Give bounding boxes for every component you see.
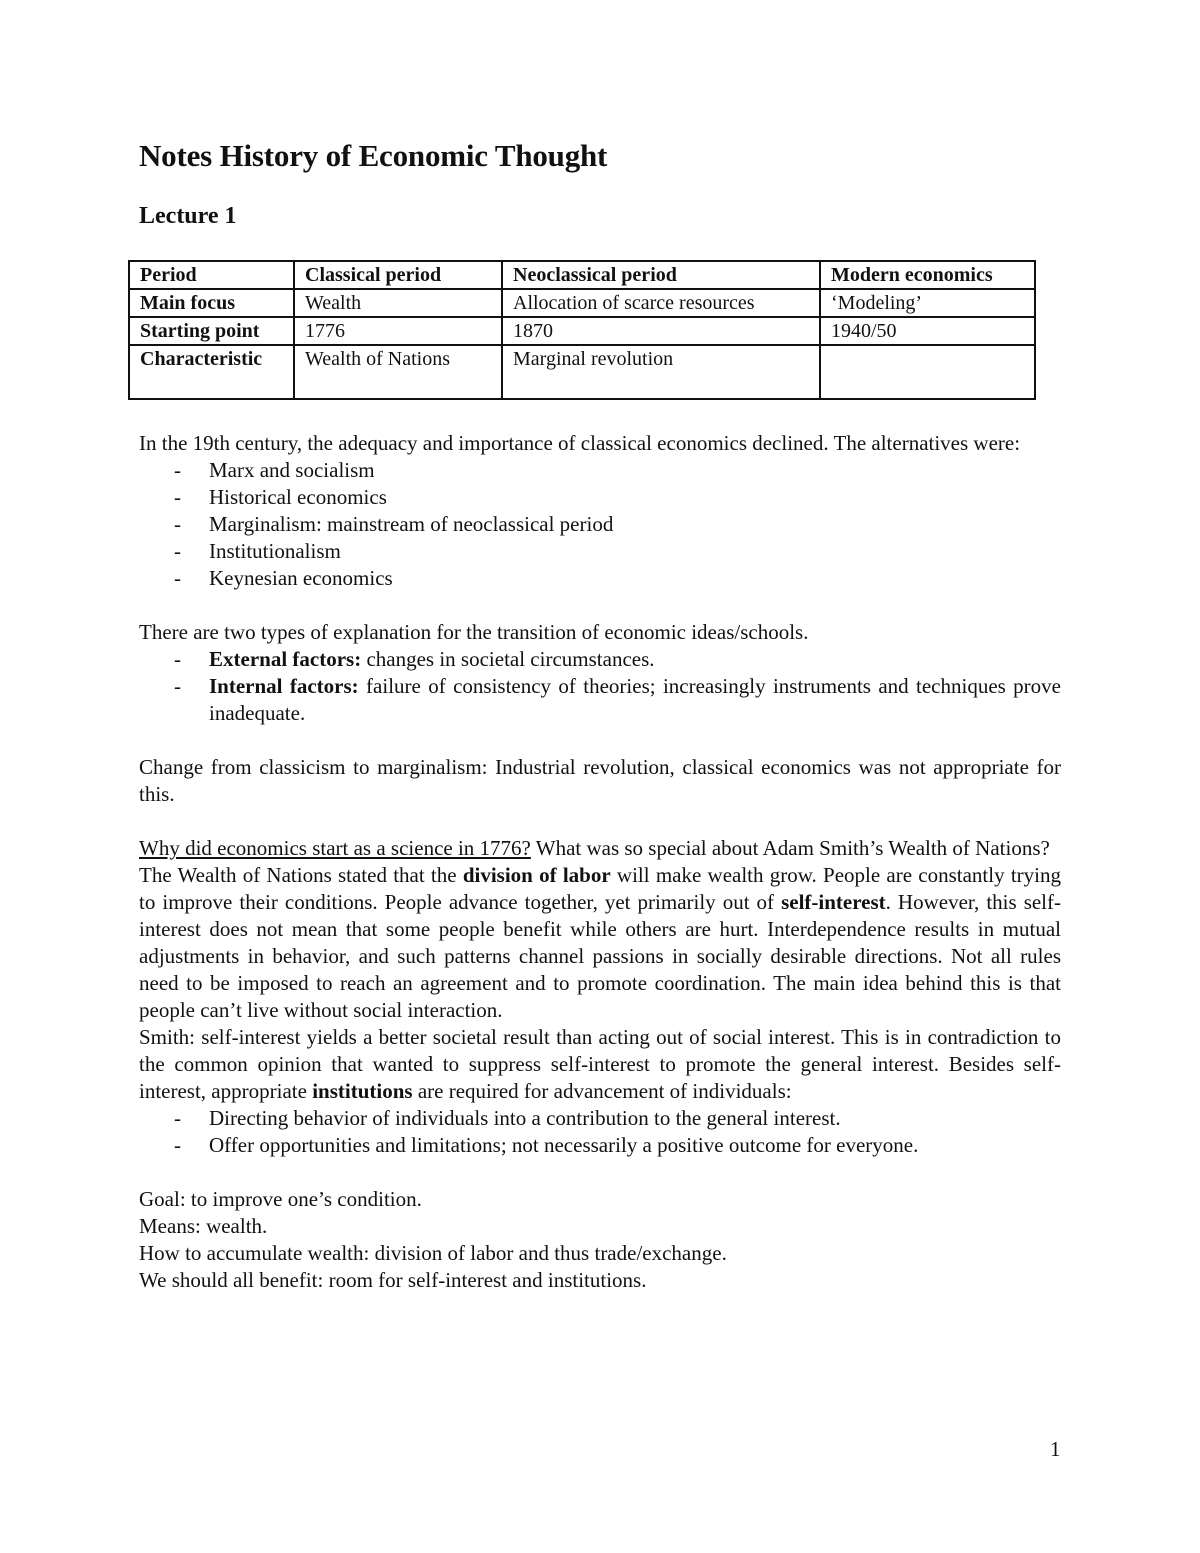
question-paragraph: [139, 835, 1061, 862]
table-cell: 1870: [502, 317, 820, 345]
text-span: are required for advancement of individuals:: [412, 1079, 792, 1103]
table-cell: Neoclassical period: [502, 261, 820, 289]
table-cell: Modern economics: [820, 261, 1035, 289]
table-cell: [820, 345, 1035, 399]
list-item: - Directing behavior of individuals into a contribution to the general interest.: [139, 1105, 1061, 1132]
document-body: [139, 430, 1061, 1294]
question-underlined: Why did economics start as a science in 1776?: [139, 836, 531, 860]
text-span: Smith: self-interest yields a better societal result than acting out of social interest. This is in contradiction to the common opinion that wanted to suppress self-interest to promote the general interest. Besides self-interest, appropriate: [139, 1025, 1061, 1103]
table-row: [129, 289, 1035, 317]
document-title: Notes History of Economic Thought: [139, 138, 608, 173]
table-cell: Main focus: [129, 289, 294, 317]
wealth-paragraph: [139, 862, 1061, 1024]
lecture-heading: Lecture 1: [139, 203, 237, 229]
page-number: 1: [1050, 1437, 1061, 1461]
table-cell: Wealth of Nations: [294, 345, 502, 399]
bold-term: institutions: [312, 1079, 413, 1103]
intro-paragraph: In the 19th century, the adequacy and importance of classical economics declined. The alternatives were:: [139, 431, 1021, 455]
smith-paragraph: [139, 1024, 1061, 1105]
table-cell: Marginal revolution: [502, 345, 820, 399]
summary-line: Goal: to improve one’s condition.: [139, 1187, 422, 1211]
table-cell: 1776: [294, 317, 502, 345]
table-row: [129, 317, 1035, 345]
factor-term: Internal factors:: [209, 674, 359, 698]
list-item: - Marginalism: mainstream of neoclassical period: [139, 511, 1061, 538]
list-item: - Historical economics: [139, 484, 1061, 511]
alternatives-list: [139, 457, 1061, 592]
table-cell: Period: [129, 261, 294, 289]
factor-term: External factors:: [209, 647, 362, 671]
summary-line: How to accumulate wealth: division of labor and thus trade/exchange.: [139, 1241, 727, 1265]
table-cell: Characteristic: [129, 345, 294, 399]
table-cell: 1940/50: [820, 317, 1035, 345]
list-item: [139, 646, 1061, 673]
list-item: - Offer opportunities and limitations; not necessarily a positive outcome for everyone.: [139, 1132, 1061, 1159]
table-cell: Classical period: [294, 261, 502, 289]
summary-line: We should all benefit: room for self-interest and institutions.: [139, 1268, 647, 1292]
institutions-list: [139, 1105, 1061, 1159]
text-span: will make wealth grow. People are constantly trying to improve their conditions. People advance together, yet primarily out of: [139, 863, 1061, 914]
list-item: - Marx and socialism: [139, 457, 1061, 484]
question-rest: What was so special about Adam Smith’s Wealth of Nations?: [530, 836, 1050, 860]
text-span: The Wealth of Nations stated that the: [139, 863, 463, 887]
change-paragraph: Change from classicism to marginalism: Industrial revolution, classical economics was not appropriate for this.: [139, 755, 1061, 806]
text-span: . However, this self-interest does not mean that some people benefit while others are hurt. Interdependence results in mutual adjustments in behavior, and such patterns channel passions in socially desirable directions. Not all rules need to be imposed to reach an agreement and to promote coordination. The main idea behind this is that people can’t live without social interaction.: [139, 890, 1062, 1022]
list-item: - Institutionalism: [139, 538, 1061, 565]
factor-text: failure of consistency of theories; increasingly instruments and techniques prove inadequate.: [209, 674, 1062, 725]
table-cell: Wealth: [294, 289, 502, 317]
periods-table: [128, 260, 1036, 400]
table-header-row: [129, 261, 1035, 289]
list-item: [139, 673, 1061, 727]
factors-list: [139, 646, 1061, 727]
list-item: - Keynesian economics: [139, 565, 1061, 592]
bold-term: self-interest: [781, 890, 886, 914]
table-cell: Starting point: [129, 317, 294, 345]
table-cell: ‘Modeling’: [820, 289, 1035, 317]
table-row: [129, 345, 1035, 399]
summary-line: Means: wealth.: [139, 1214, 268, 1238]
transition-paragraph: There are two types of explanation for the transition of economic ideas/schools.: [139, 620, 809, 644]
table-cell: Allocation of scarce resources: [502, 289, 820, 317]
bold-term: division of labor: [462, 863, 611, 887]
factor-text: changes in societal circumstances.: [361, 647, 655, 671]
